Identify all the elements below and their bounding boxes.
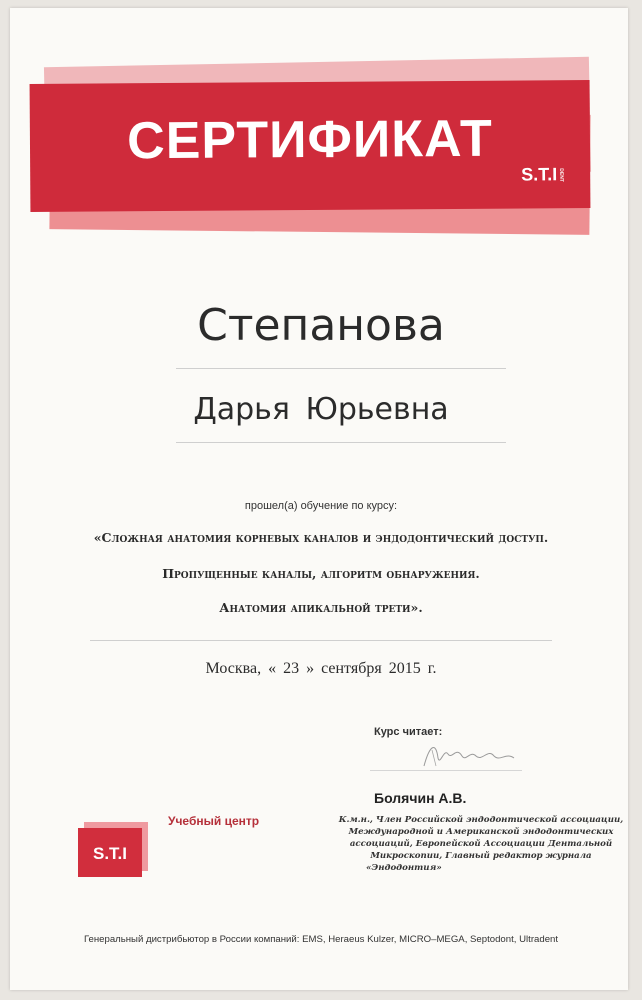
recipient-name-patronymic: Дарья Юрьевна [193, 392, 449, 427]
divider [176, 368, 506, 369]
sti-logo-text: S.T.I [521, 164, 558, 185]
divider [176, 442, 506, 443]
course-intro: прошел(а) обучение по курсу: [244, 500, 398, 512]
recipient-surname: Степанова [197, 300, 445, 351]
certificate-title: СЕРТИФИКАТ [126, 109, 493, 171]
sti-logo [521, 164, 564, 185]
course-title-line-3: Анатомия апикальной трети». [219, 600, 423, 615]
issue-date: Москва, « 23 » сентября 2015 г. [205, 660, 437, 677]
credentials-line: ассоциаций, Европейской Ассоциации Дентальной [349, 839, 613, 849]
sti-logo-dent: DENT [558, 168, 565, 183]
lecturer-label: Курс читает: [374, 726, 443, 738]
certificate-banner [30, 80, 591, 212]
training-center-logo-text: S.T.I [92, 844, 127, 863]
divider [90, 640, 552, 641]
credentials-line: «Эндодонтия» [366, 863, 442, 873]
course-title-line-1: «Сложная анатомия корневых каналов и эндодонтический доступ. [93, 530, 549, 545]
credentials-line: Международной и Американской эндодонтических [348, 827, 614, 837]
credentials-line: Микроскопии, Главный редактор журнала [370, 851, 592, 861]
training-center-label: Учебный центр [168, 814, 260, 828]
credentials-line: К.м.н., Член Российской эндодонтической ассоциации, [338, 815, 624, 825]
training-center-logo [78, 822, 148, 877]
lecturer-credentials [336, 814, 626, 874]
course-title-line-2: Пропущенные каналы, алгоритм обнаружения. [162, 566, 480, 581]
lecturer-name: Болячин А.В. [374, 790, 467, 806]
distributor-footer: Генеральный дистрибьютор в России компаний: EMS, Heraeus Kulzer, MICRO–MEGA, Septodont, Ultradent [83, 934, 559, 945]
signature-image [418, 736, 528, 772]
signature-line [370, 770, 522, 771]
